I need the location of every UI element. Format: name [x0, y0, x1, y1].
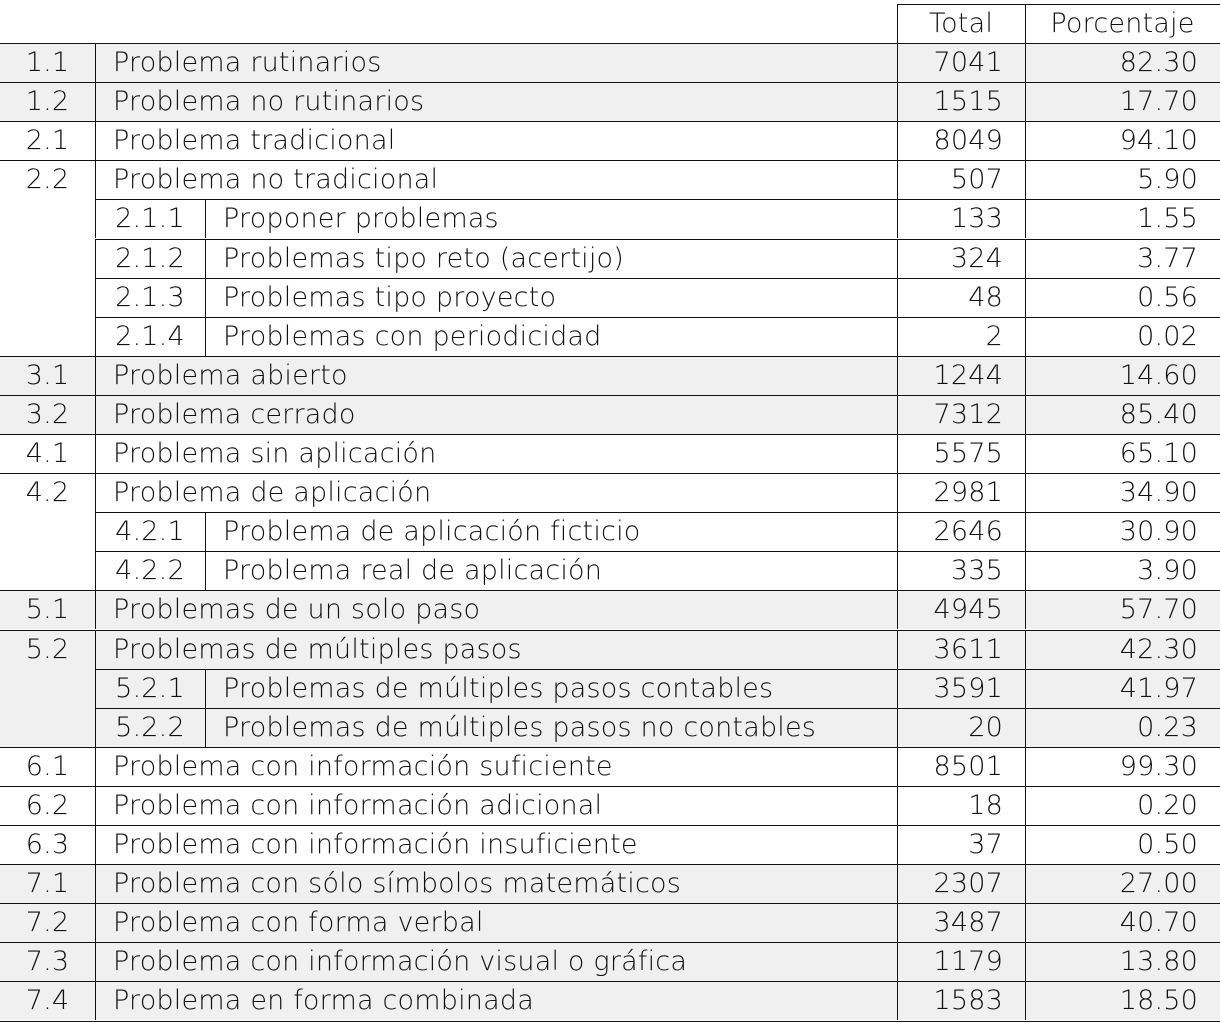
row-divider: [0, 82, 1220, 83]
column-divider: [95, 786, 96, 825]
column-divider: [95, 747, 96, 786]
row-divider: [0, 942, 1220, 943]
column-divider: [897, 121, 898, 160]
table-row: [0, 395, 1220, 434]
row-percent: 0.20: [1137, 789, 1198, 821]
row-code: 7.1: [25, 868, 70, 900]
row-divider: [0, 903, 1220, 904]
column-divider: [1025, 121, 1026, 160]
column-divider: [897, 4, 898, 43]
row-code: 5.1: [25, 594, 70, 626]
row-total: 48: [968, 281, 1003, 313]
row-total: 37: [968, 829, 1003, 861]
column-divider: [1025, 512, 1026, 551]
row-total: 1244: [933, 359, 1003, 391]
column-divider: [205, 551, 206, 590]
header-row: [0, 4, 1220, 42]
column-divider: [95, 512, 96, 551]
row-percent: 3.90: [1137, 555, 1198, 587]
row-label: Problemas de múltiples pasos no contables: [223, 711, 817, 743]
column-divider: [897, 825, 898, 864]
row-percent: 94.10: [1119, 125, 1198, 157]
row-code: 4.2.2: [115, 555, 185, 587]
row-divider: [95, 512, 1220, 513]
column-divider: [95, 278, 96, 317]
row-code: 2.1.3: [115, 281, 185, 313]
table-row: [0, 747, 1220, 786]
column-divider: [897, 942, 898, 981]
row-percent: 3.77: [1137, 242, 1198, 274]
column-divider: [205, 199, 206, 238]
row-total: 7312: [933, 398, 1003, 430]
column-divider: [1025, 708, 1026, 747]
row-label: Problemas con periodicidad: [223, 320, 602, 352]
column-divider: [897, 317, 898, 356]
column-divider: [205, 239, 206, 278]
column-divider: [1025, 82, 1026, 121]
row-percent: 17.70: [1119, 86, 1198, 118]
row-percent: 41.97: [1119, 672, 1198, 704]
column-divider: [1025, 43, 1026, 82]
column-divider: [897, 551, 898, 590]
row-label: Problema real de aplicación: [223, 555, 603, 587]
table-row: [0, 825, 1220, 864]
row-percent: 0.02: [1137, 320, 1198, 352]
row-code: 7.3: [25, 946, 70, 978]
table-row: [0, 551, 1220, 590]
column-divider: [1025, 473, 1026, 512]
row-label: Problema de aplicación: [113, 477, 432, 509]
row-total: 324: [950, 242, 1003, 274]
column-divider: [95, 473, 96, 512]
table-row: [0, 630, 1220, 669]
row-code: 3.2: [25, 398, 70, 430]
row-percent: 85.40: [1119, 398, 1198, 430]
row-code: 2.2: [25, 164, 70, 196]
row-label: Problema no rutinarios: [113, 86, 425, 118]
column-divider: [95, 43, 96, 82]
row-label: Problema cerrado: [113, 398, 356, 430]
column-divider: [95, 981, 96, 1020]
column-divider: [1025, 786, 1026, 825]
row-total: 133: [950, 203, 1003, 235]
column-divider: [95, 160, 96, 199]
table-row: [0, 199, 1220, 238]
header-total: Total: [928, 7, 994, 39]
column-divider: [1025, 864, 1026, 903]
row-divider: [0, 786, 1220, 787]
column-divider: [95, 199, 96, 238]
column-divider: [897, 43, 898, 82]
row-total: 3591: [933, 672, 1003, 704]
column-divider: [897, 82, 898, 121]
row-percent: 82.30: [1119, 47, 1198, 79]
row-percent: 18.50: [1119, 985, 1198, 1017]
column-divider: [1025, 551, 1026, 590]
row-code: 5.2.2: [115, 711, 185, 743]
row-label: Problema con forma verbal: [113, 907, 484, 939]
row-total: 4945: [933, 594, 1003, 626]
row-label: Problemas tipo reto (acertijo): [223, 242, 624, 274]
row-label: Problema con sólo símbolos matemáticos: [113, 868, 681, 900]
row-divider: [0, 43, 1220, 44]
row-label: Problema tradicional: [113, 125, 396, 157]
column-divider: [95, 590, 96, 629]
column-divider: [205, 669, 206, 708]
row-total: 2981: [933, 477, 1003, 509]
row-label: Problema abierto: [113, 359, 348, 391]
column-divider: [897, 199, 898, 238]
table-row: [0, 160, 1220, 199]
column-divider: [1025, 669, 1026, 708]
row-percent: 14.60: [1119, 359, 1198, 391]
row-code: 4.1: [25, 438, 70, 470]
row-percent: 0.50: [1137, 829, 1198, 861]
table-row: [0, 903, 1220, 942]
row-percent: 57.70: [1119, 594, 1198, 626]
row-percent: 34.90: [1119, 477, 1198, 509]
column-divider: [1025, 356, 1026, 395]
table-row: [0, 43, 1220, 82]
column-divider: [897, 630, 898, 669]
row-code: 1.2: [25, 86, 70, 118]
row-percent: 1.55: [1137, 203, 1198, 235]
table-row: [0, 473, 1220, 512]
column-divider: [1025, 317, 1026, 356]
row-total: 8049: [933, 125, 1003, 157]
column-divider: [897, 473, 898, 512]
row-percent: 30.90: [1119, 516, 1198, 548]
table-row: [0, 278, 1220, 317]
table-row: [0, 786, 1220, 825]
column-divider: [897, 395, 898, 434]
column-divider: [95, 864, 96, 903]
column-divider: [897, 278, 898, 317]
row-divider: [0, 395, 1220, 396]
row-divider: [0, 473, 1220, 474]
table-row: [0, 981, 1220, 1020]
row-percent: 27.00: [1119, 868, 1198, 900]
row-divider: [95, 199, 1220, 200]
row-divider: [0, 825, 1220, 826]
column-divider: [897, 356, 898, 395]
row-total: 5575: [933, 438, 1003, 470]
row-divider: [0, 864, 1220, 865]
row-code: 7.2: [25, 907, 70, 939]
row-total: 2307: [933, 868, 1003, 900]
row-label: Problema rutinarios: [113, 47, 382, 79]
column-divider: [95, 434, 96, 473]
row-label: Problema en forma combinada: [113, 985, 534, 1017]
row-code: 6.3: [25, 829, 70, 861]
table-row: [0, 356, 1220, 395]
row-total: 7041: [933, 47, 1003, 79]
column-divider: [95, 356, 96, 395]
row-code: 6.2: [25, 789, 70, 821]
column-divider: [205, 512, 206, 551]
table-row: [0, 121, 1220, 160]
row-divider: [0, 747, 1220, 748]
row-label: Problemas de múltiples pasos: [113, 633, 522, 665]
row-total: 2646: [933, 516, 1003, 548]
row-percent: 99.30: [1119, 750, 1198, 782]
row-total: 335: [950, 555, 1003, 587]
row-percent: 0.56: [1137, 281, 1198, 313]
row-code: 6.1: [25, 750, 70, 782]
row-divider: [95, 708, 1220, 709]
table-row: [0, 239, 1220, 278]
row-percent: 5.90: [1137, 164, 1198, 196]
column-divider: [1025, 825, 1026, 864]
row-total: 1583: [933, 985, 1003, 1017]
column-divider: [205, 278, 206, 317]
row-code: 2.1: [25, 125, 70, 157]
row-label: Problemas tipo proyecto: [223, 281, 557, 313]
row-total: 3611: [933, 633, 1003, 665]
column-divider: [205, 708, 206, 747]
row-divider: [95, 317, 1220, 318]
row-code: 5.2.1: [115, 672, 185, 704]
column-divider: [1025, 4, 1026, 43]
row-label: Problemas de múltiples pasos contables: [223, 672, 774, 704]
header-percent: Porcentaje: [1050, 7, 1195, 39]
column-divider: [1025, 630, 1026, 669]
row-label: Problema de aplicación ficticio: [223, 516, 641, 548]
column-divider: [1025, 199, 1026, 238]
row-divider: [95, 669, 1220, 670]
column-divider: [1025, 160, 1026, 199]
row-total: 8501: [933, 750, 1003, 782]
column-divider: [95, 82, 96, 121]
row-percent: 0.23: [1137, 711, 1198, 743]
row-divider: [0, 630, 1220, 631]
column-divider: [1025, 590, 1026, 629]
column-divider: [1025, 903, 1026, 942]
row-code: 2.1.2: [115, 242, 185, 274]
row-divider: [0, 121, 1220, 122]
row-divider: [0, 434, 1220, 435]
column-divider: [1025, 981, 1026, 1020]
row-percent: 65.10: [1119, 438, 1198, 470]
column-divider: [897, 981, 898, 1020]
column-divider: [95, 903, 96, 942]
row-code: 4.2.1: [115, 516, 185, 548]
table-row: [0, 82, 1220, 121]
column-divider: [95, 942, 96, 981]
column-divider: [95, 317, 96, 356]
row-code: 2.1.4: [115, 320, 185, 352]
row-divider: [95, 278, 1220, 279]
table-row: [0, 708, 1220, 747]
row-divider: [897, 4, 1220, 5]
column-divider: [1025, 942, 1026, 981]
column-divider: [897, 590, 898, 629]
column-divider: [1025, 278, 1026, 317]
row-total: 507: [950, 164, 1003, 196]
row-divider: [0, 356, 1220, 357]
row-total: 3487: [933, 907, 1003, 939]
table-row: [0, 942, 1220, 981]
column-divider: [1025, 747, 1026, 786]
row-label: Problema sin aplicación: [113, 438, 437, 470]
row-code: 5.2: [25, 633, 70, 665]
table-row: [0, 669, 1220, 708]
column-divider: [95, 395, 96, 434]
row-divider: [0, 590, 1220, 591]
column-divider: [95, 630, 96, 669]
column-divider: [897, 903, 898, 942]
column-divider: [95, 121, 96, 160]
column-divider: [95, 669, 96, 708]
row-total: 1179: [933, 946, 1003, 978]
row-code: 3.1: [25, 359, 70, 391]
column-divider: [95, 708, 96, 747]
row-code: 4.2: [25, 477, 70, 509]
row-percent: 42.30: [1119, 633, 1198, 665]
row-percent: 40.70: [1119, 907, 1198, 939]
row-total: 18: [968, 789, 1003, 821]
column-divider: [1025, 239, 1026, 278]
row-divider: [0, 981, 1220, 982]
column-divider: [897, 512, 898, 551]
row-label: Problema con información adicional: [113, 789, 603, 821]
column-divider: [897, 747, 898, 786]
table-row: [0, 512, 1220, 551]
table-row: [0, 317, 1220, 356]
column-divider: [897, 160, 898, 199]
row-label: Problema no tradicional: [113, 164, 439, 196]
row-label: Proponer problemas: [223, 203, 499, 235]
row-divider: [95, 239, 1220, 240]
row-total: 1515: [933, 86, 1003, 118]
row-total: 20: [968, 711, 1003, 743]
column-divider: [897, 708, 898, 747]
column-divider: [1025, 434, 1026, 473]
table-row: [0, 434, 1220, 473]
column-divider: [95, 239, 96, 278]
row-percent: 13.80: [1119, 946, 1198, 978]
table-row: [0, 590, 1220, 629]
row-divider: [0, 160, 1220, 161]
row-label: Problema con información visual o gráfica: [113, 946, 688, 978]
row-code: 1.1: [25, 47, 70, 79]
row-divider: [95, 551, 1220, 552]
column-divider: [897, 239, 898, 278]
column-divider: [205, 317, 206, 356]
column-divider: [897, 786, 898, 825]
row-label: Problemas de un solo paso: [113, 594, 481, 626]
column-divider: [897, 434, 898, 473]
row-code: 7.4: [25, 985, 70, 1017]
column-divider: [897, 864, 898, 903]
column-divider: [95, 551, 96, 590]
row-total: 2: [985, 320, 1003, 352]
row-label: Problema con información insuficiente: [113, 829, 638, 861]
table-row: [0, 864, 1220, 903]
row-label: Problema con información suficiente: [113, 750, 613, 782]
column-divider: [897, 669, 898, 708]
row-code: 2.1.1: [115, 203, 185, 235]
column-divider: [95, 825, 96, 864]
column-divider: [1025, 395, 1026, 434]
